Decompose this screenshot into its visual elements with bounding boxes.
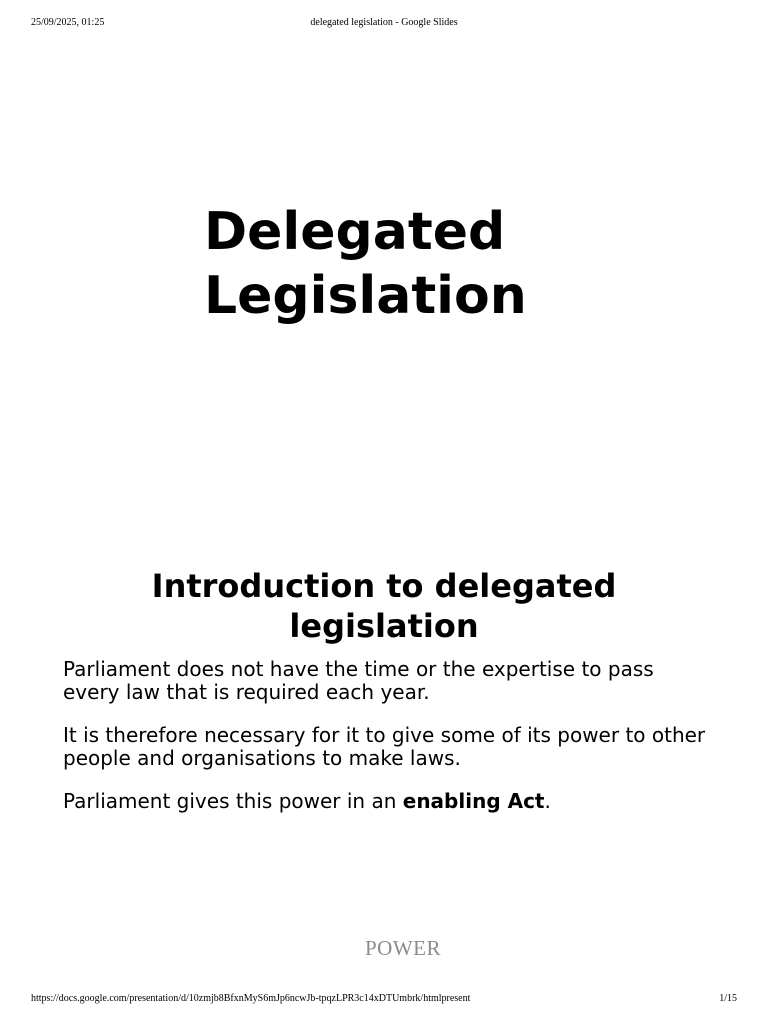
slide2-paragraph-1: Parliament does not have the time or the expertise to pass every law that is required each year. bbox=[63, 657, 654, 704]
slide2-paragraph-3 bbox=[63, 790, 713, 813]
print-header bbox=[0, 17, 768, 31]
print-footer bbox=[0, 993, 768, 1007]
print-page-number: 1/15 bbox=[719, 993, 737, 1004]
paragraph3-text: Parliament gives this power in an bbox=[63, 789, 403, 813]
enabling-act-term: enabling Act bbox=[402, 789, 545, 813]
paragraph3-period: . bbox=[544, 789, 551, 813]
slide2-paragraph-2: It is therefore necessary for it to give some of its power to other people and organisations to make laws. bbox=[63, 723, 706, 770]
slide2-body bbox=[63, 658, 713, 833]
slide1-title-line2: Legislation bbox=[204, 266, 527, 326]
power-label: POWER bbox=[365, 936, 441, 960]
slide2-title: Introduction to delegated legislation bbox=[151, 567, 617, 645]
print-datetime: 25/09/2025, 01:25 bbox=[31, 17, 105, 28]
slide1-title-line1: Delegated bbox=[204, 202, 506, 262]
print-url: https://docs.google.com/presentation/d/10zmjb8BfxnMyS6mJp6ncwJb-tpqzLPR3c14xDTUmbrk/htmlpresent bbox=[31, 993, 471, 1004]
slide1-title bbox=[204, 200, 624, 328]
print-page-title: delegated legislation - Google Slides bbox=[310, 17, 458, 28]
